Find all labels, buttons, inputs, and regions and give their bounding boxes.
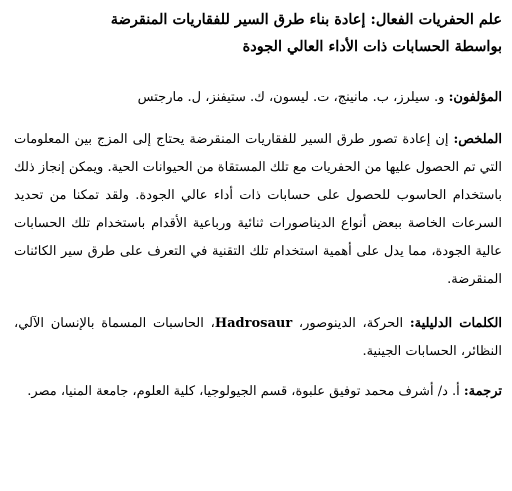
authors-text: و. سيلرز، ب. مانينج، ت. ليسون، ك. ستيفنز، ل. مارجتس — [137, 90, 449, 105]
translation-text: أ. د/ أشرف محمد توفيق علبوة، قسم الجيولوجيا، كلية العلوم، جامعة المنيا، مصر. — [27, 384, 464, 399]
title-line-1: علم الحفريات الفعال: إعادة بناء طرق السير للفقاريات المنقرضة — [110, 11, 502, 28]
article-title — [14, 6, 502, 60]
keywords-text-after: ، الحاسبات المسماة بالإنسان الآلي، النظائر، الحسابات الجينية. — [14, 316, 502, 359]
translation-paragraph — [14, 378, 502, 406]
keywords-text-before: الحركة، الدينوصور، — [292, 316, 410, 331]
abstract-label: الملخص: — [453, 132, 502, 147]
keywords-label: الكلمات الدليلية: — [409, 316, 502, 331]
translation-label: ترجمة: — [463, 384, 502, 399]
abstract-paragraph — [14, 126, 502, 294]
keywords-latin-term: Hadrosaur — [214, 316, 293, 331]
keywords-paragraph — [14, 310, 502, 366]
title-line-2: بواسطة الحسابات ذات الأداء العالي الجودة — [242, 38, 502, 55]
abstract-text: إن إعادة تصور طرق السير للفقاريات المنقرضة يحتاج إلى المزج بين المعلومات التي تم الحصول عليها من الحفريات مع تلك المستقاة من الحيوانات الحية. ويمكن إنجاز ذلك باستخدام الحاسوب للحصول على حسابات ذات أداء عالي الجودة. ولقد تمكنا من تحديد السرعات الخاصة ببعض أنواع الديناصورات ثنائية ورباعية الأقدام باستخدام تلك الحسابات عالية الجودة، مما يدل على أهمية استخدام تلك التقنية في التعرف على طرق سير الكائنات المنقرضة. — [14, 132, 502, 287]
authors-label: المؤلفون: — [448, 90, 502, 105]
authors-paragraph — [14, 84, 502, 112]
